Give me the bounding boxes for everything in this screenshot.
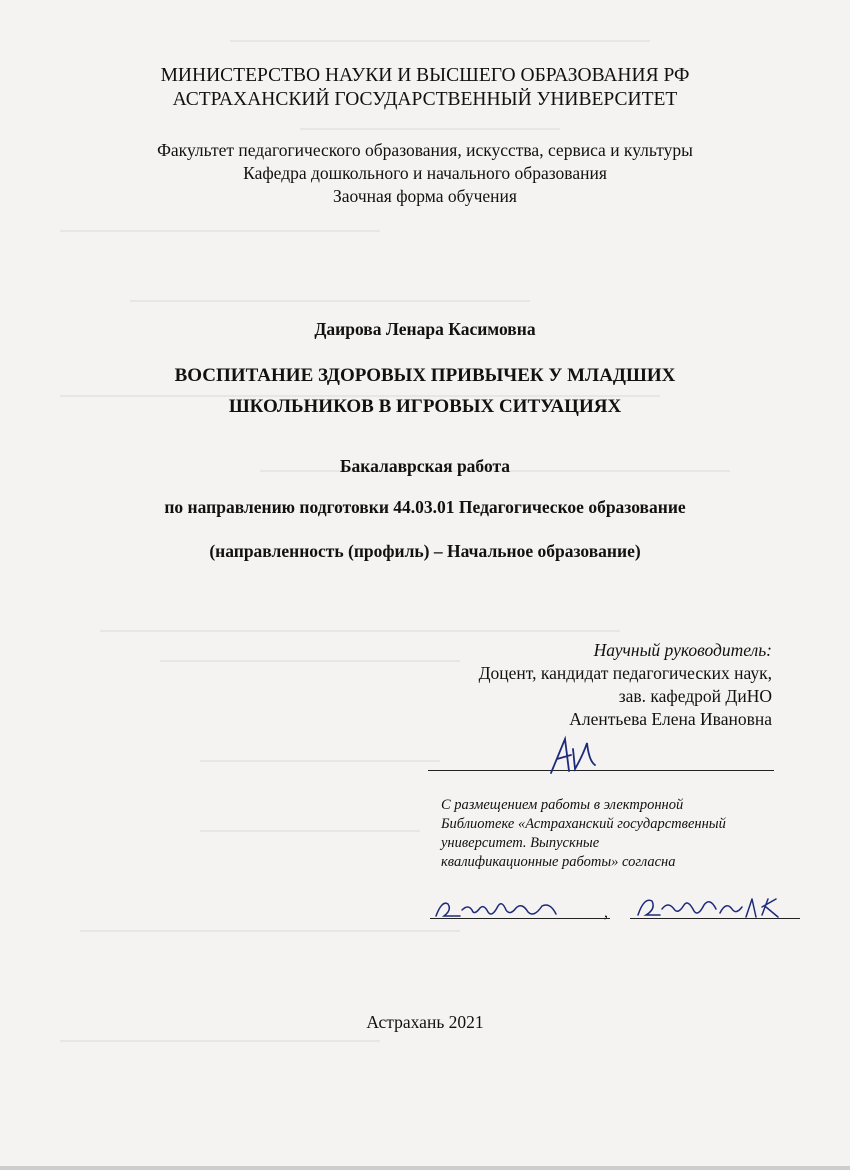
thesis-title-line1: ВОСПИТАНИЕ ЗДОРОВЫХ ПРИВЫЧЕК У МЛАДШИХ [174,365,676,386]
faculty-line: Факультет педагогического образования, искусства, сервиса и культуры [157,140,693,160]
city-year: Астрахань 2021 [366,1012,484,1032]
supervisor-name: Алентьева Елена Ивановна [569,709,772,729]
ministry-heading: МИНИСТЕРСТВО НАУКИ И ВЫСШЕГО ОБРАЗОВАНИЯ РФ [160,65,690,86]
work-type: Бакалаврская работа [339,456,511,476]
student-signature [432,896,562,922]
consent-line3: университет. Выпускные [441,835,600,851]
author-name: Даирова Ленара Касимовна [314,319,536,339]
consent-line1: С размещением работы в электронной [441,797,684,813]
thesis-title-line2: ШКОЛЬНИКОВ В ИГРОВЫХ СИТУАЦИЯХ [228,396,622,417]
study-form-line: Заочная форма обучения [333,186,517,206]
consent-line2: Библиотеке «Астраханский государственный [441,816,726,832]
department-line: Кафедра дошкольного и начального образования [243,163,607,183]
supervisor-signature [545,735,605,777]
supervisor-label: Научный руководитель: [593,640,772,660]
page-bottom-edge [0,1166,850,1170]
profile-line: (направленность (профиль) – Начальное образование) [209,541,641,561]
student-handwritten-name [634,893,794,921]
university-heading: АСТРАХАНСКИЙ ГОСУДАРСТВЕННЫЙ УНИВЕРСИТЕТ [172,89,678,110]
direction-line: по направлению подготовки 44.03.01 Педагогическое образование [164,497,686,517]
consent-line4: квалификационные работы» согласна [441,854,676,870]
signature-separator: , [604,904,608,921]
supervisor-position1: Доцент, кандидат педагогических наук, [478,663,772,683]
supervisor-position2: зав. кафедрой ДиНО [618,686,772,706]
